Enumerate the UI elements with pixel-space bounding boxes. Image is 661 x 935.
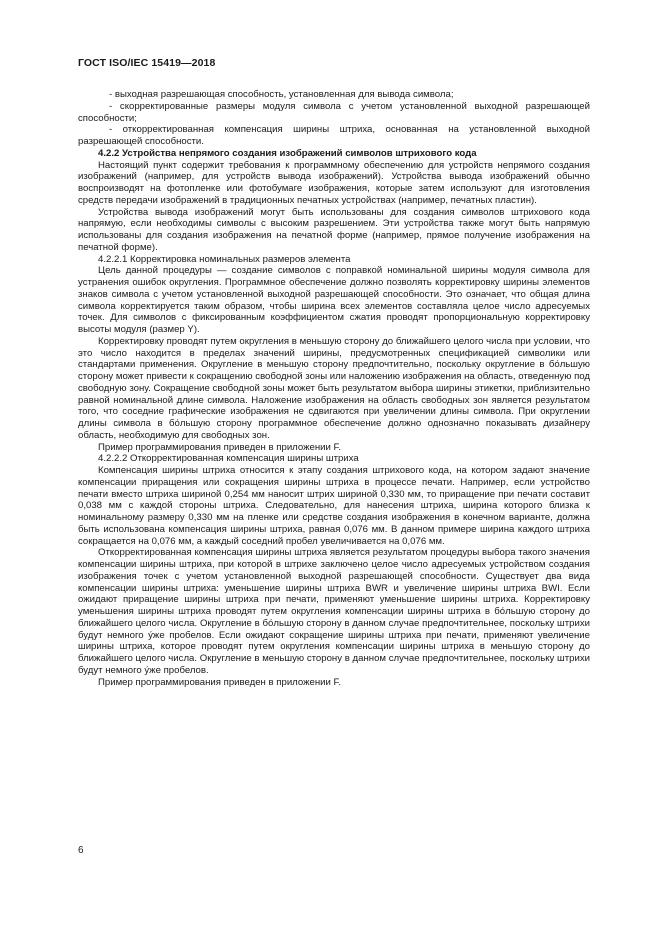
paragraph: Настоящий пункт содержит требования к программному обеспечению для устройств непрямого создания изображений (например, для устройств вывода изображений). Устройства вывода изображений обычно воспроизводят на фотопленке или фотобумаге изображения, которые затем используют для изготовления средств передачи изображений в традиционных печатных устройствах (например, печатных пластин). [78,159,590,206]
paragraph: Пример программирования приведен в приложении F. [98,676,342,688]
list-item: - скорректированные размеры модуля символа с учетом установленной выходной разрешающей способности; [78,100,590,124]
paragraph: Устройства вывода изображений могут быть использованы для создания символов штрихового кода напрямую, если необходимы символы с высоким разрешением. Эти устройства также могут быть напрямую использованы для создания изображения на печатной форме (например, прямое получение изображения на печатной форме). [78,206,590,253]
paragraph: Пример программирования приведен в приложении F. [98,441,342,453]
list-item: - откорректированная компенсация ширины штриха, основанная на установленной выходной разрешающей способности. [78,124,590,147]
paragraph: Откорректированная компенсация ширины штриха является результатом процедуры выбора такого значения компенсации ширины штриха, при которой в штрихе заключено целое число адресуемых устройством создания изображения точек с учетом установленной выходной разрешающей способности. Существует два вида компенсации ширины штриха: уменьшение ширины штриха BWR и увеличение ширины штриха BWI. Если ожидают приращение ширины штриха при печати, применяют уменьшение ширины штриха. Корректировку уменьшения ширины штриха проводят путем округления компенсации ширины штриха в бо́льшую сторону до ближайшего целого числа. Округление в бо́льшую сторону в данном случае предпочтительнее, поскольку штрихи будут немного у́же пробелов. Если ожидают сокращение ширины штриха при печати, применяют увеличение ширины штриха, которое проводят путем округления компенсации ширины штриха в меньшую сторону до ближайшего целого числа. Округление в меньшую сторону в данном случае предпочтительнее, поскольку штрихи будут немного у́же пробелов. [78,547,590,676]
page-number: 6 [78,845,84,856]
paragraph: Цель данной процедуры — создание символов с поправкой номинальной ширины модуля символа для устранения ошибок округления. Программное обеспечение должно позволять корректировку ширины элементов знаков символа с учетом установленной выходной разрешающей способности. Это означает, что общая длина символа корректируется таким образом, чтобы ширина всех элементов составляла целое число адресуемых точек. Для символов с фиксированным коэффициентом сжатия проводят пропорциональную корректировку высоты модуля (размер Y). [78,265,590,335]
document-body [78,89,590,688]
section-heading-4-2-2-2: 4.2.2.2 Откорректированная компенсация ширины штриха [98,453,359,465]
list-item: - выходная разрешающая способность, установленная для вывода символа; [109,89,454,100]
section-heading-4-2-2-1: 4.2.2.1 Корректировка номинальных размеров элемента [98,253,351,265]
section-heading-4-2-2: 4.2.2 Устройства непрямого создания изображений символов штрихового кода [98,147,477,159]
paragraph: Корректировку проводят путем округления в меньшую сторону до ближайшего целого числа при условии, что это число находится в пределах значений ширины, предусмотренных спецификацией символики или стандартами применения. Округление в меньшую сторону предпочтительно, поскольку округление в бо́льшую сторону может привести к сокращению свободной зоны или наложению изображения на область, отведенную под свободную зону. Сокращение свободной зоны может быть результатом выбора ширины этикетки, приблизительно равной номинальной длине символа. Наложение изображения на область свободных зон является результатом того, что соседние графические изображения не сдвигаются при увеличении длины символа. При округлении длины символа в бо́льшую сторону программное обеспечение должно однозначно показывать дизайнеру область, необходимую для свободных зон. [78,335,590,441]
document-header: ГОСТ ISO/IEC 15419—2018 [78,57,216,69]
paragraph: Компенсация ширины штриха относится к этапу создания штрихового кода, на котором задают значение компенсации приращения или сокращения ширины штриха в процессе печати. Например, если устройство печати вместо штриха шириной 0,254 мм наносит штрих шириной 0,330 мм, то приращение при печати составит 0,038 мм с каждой стороны штриха. Следовательно, для нанесения штриха, ширина которого близка к номинальному размеру 0,330 мм на пленке или средстве создания изображения в конечном варианте, должна быть использована компенсация ширины штриха, равная 0,076 мм. В данном примере ширина каждого штриха сокращается на 0,076 мм, а каждый соседний пробел увеличивается на 0,076 мм. [78,465,590,547]
